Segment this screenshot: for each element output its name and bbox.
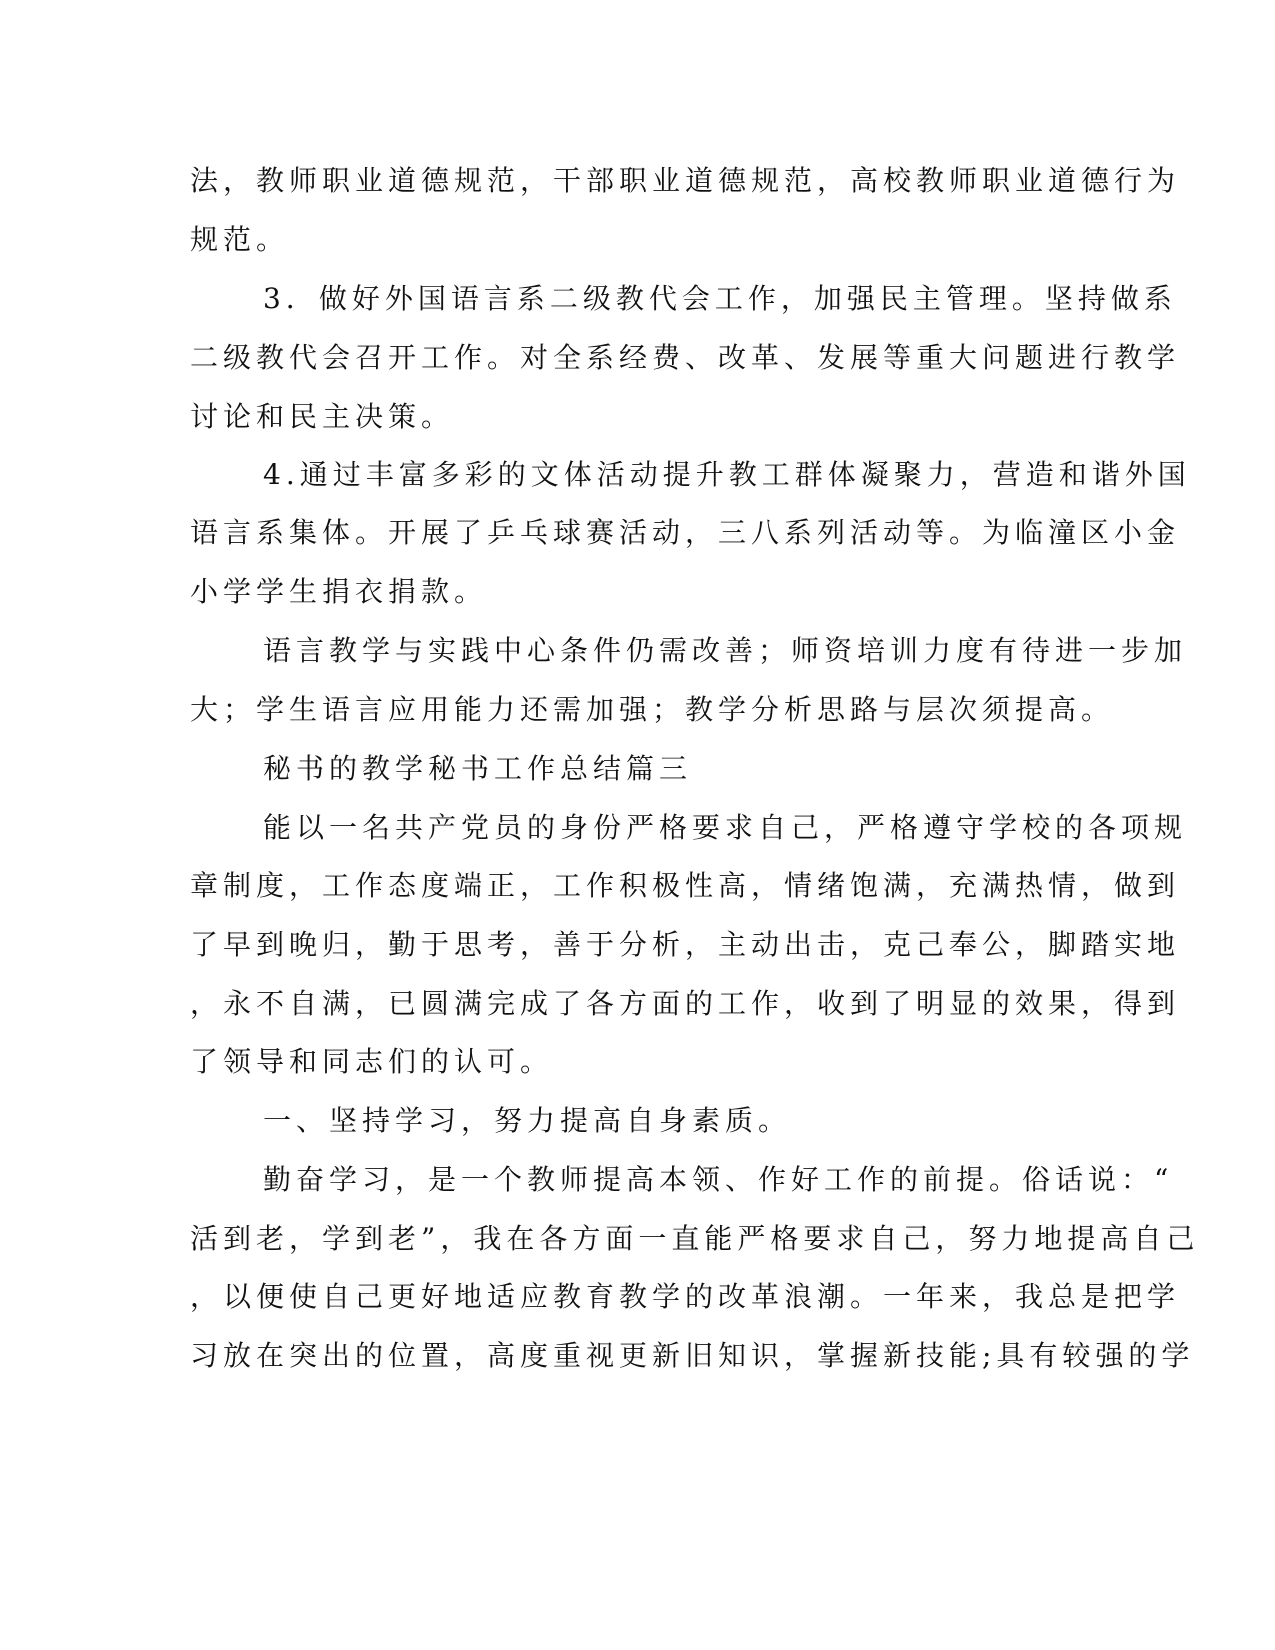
text-line: 活到老，学到老”，我在各方面一直能严格要求自己，努力地提高自己 (190, 1222, 1200, 1255)
text-line: 小学学生捐衣捐款。 (190, 575, 488, 608)
text-line: 能以一名共产党员的身份严格要求自己，严格遵守学校的各项规 (263, 811, 1188, 844)
text-line: 勤奋学习，是一个教师提高本领、作好工作的前提。俗话说：“ (263, 1163, 1174, 1196)
text-line: 4.通过丰富多彩的文体活动提升教工群体凝聚力，营造和谐外国 (263, 458, 1191, 491)
section-heading: 秘书的教学秘书工作总结篇三 (263, 752, 693, 785)
text-line: 讨论和民主决策。 (190, 400, 455, 433)
text-line: 章制度，工作态度端正，工作积极性高，情绪饱满，充满热情，做到 (190, 869, 1181, 902)
text-line: 规范。 (190, 223, 290, 256)
text-line: 了早到晚归，勤于思考，善于分析，主动出击，克己奉公，脚踏实地 (190, 928, 1181, 961)
text-line: 语言教学与实践中心条件仍需改善；师资培训力度有待进一步加 (263, 634, 1188, 667)
text-line: ，永不自满，已圆满完成了各方面的工作，收到了明显的效果，得到 (190, 987, 1181, 1020)
text-line: 了领导和同志们的认可。 (190, 1045, 554, 1078)
text-line: 习放在突出的位置，高度重视更新旧知识，掌握新技能;具有较强的学 (190, 1339, 1195, 1372)
sub-heading: 一、坚持学习，努力提高自身素质。 (263, 1104, 792, 1137)
text-line: 3．做好外国语言系二级教代会工作，加强民主管理。坚持做系 (263, 282, 1177, 315)
text-line: 法，教师职业道德规范，干部职业道德规范，高校教师职业道德行为 (190, 164, 1181, 197)
text-line: 二级教代会召开工作。对全系经费、改革、发展等重大问题进行教学 (190, 341, 1181, 374)
text-line: ，以便使自己更好地适应教育教学的改革浪潮。一年来，我总是把学 (190, 1280, 1181, 1313)
text-line: 语言系集体。开展了乒乓球赛活动，三八系列活动等。为临潼区小金 (190, 516, 1181, 549)
text-line: 大；学生语言应用能力还需加强；教学分析思路与层次须提高。 (190, 693, 1115, 726)
